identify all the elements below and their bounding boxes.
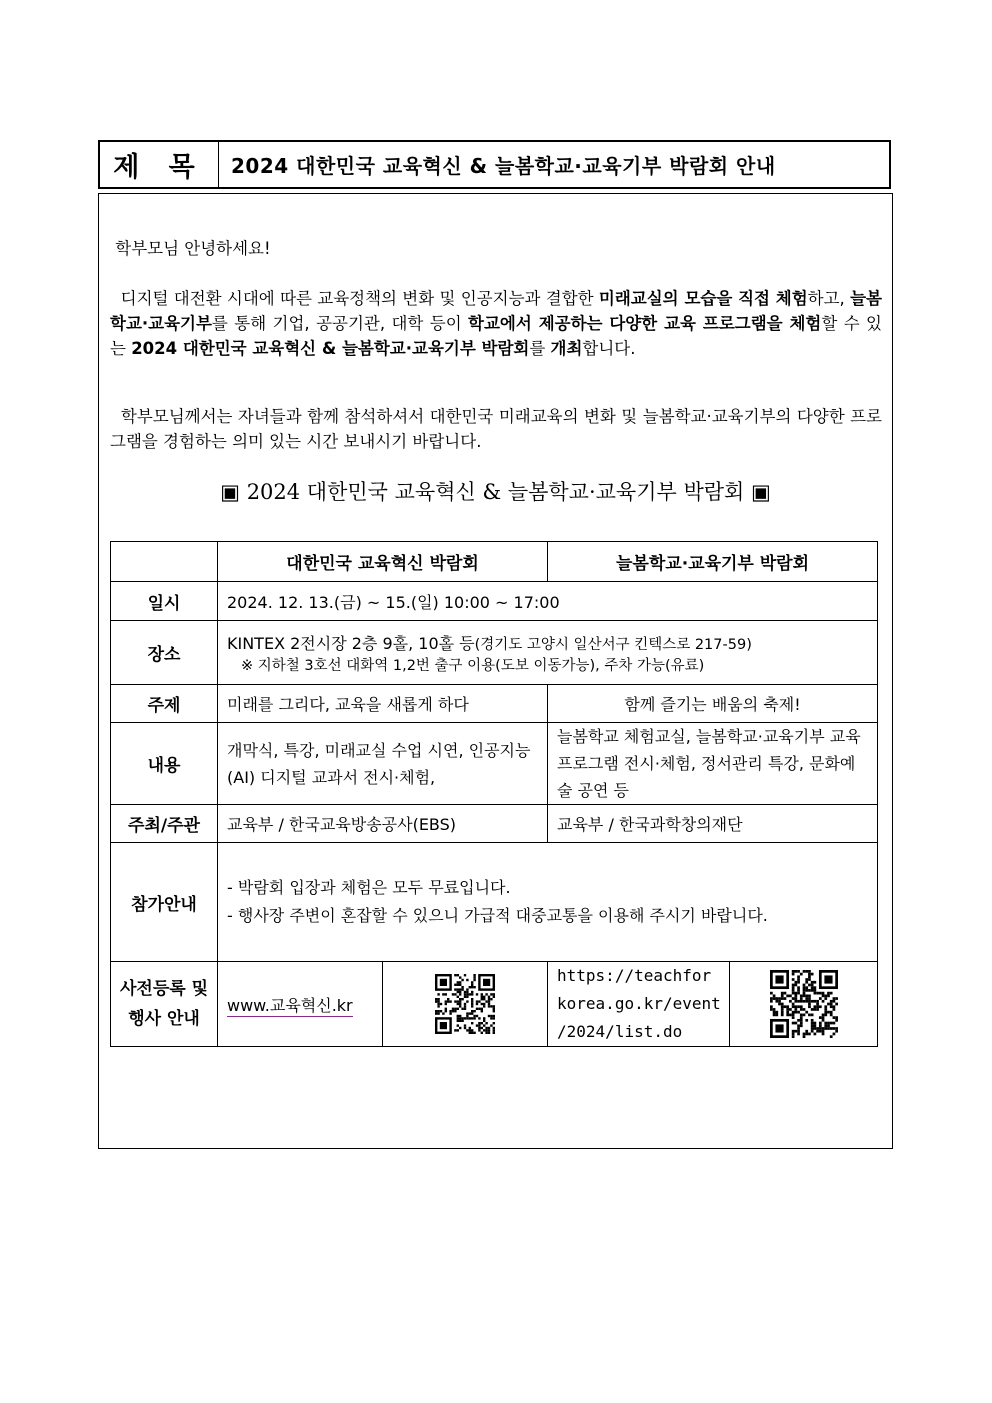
date-label: 일시 (111, 582, 218, 621)
registration-url-cell (218, 962, 383, 1047)
host-label: 주최/주관 (111, 805, 218, 843)
theme-label: 주제 (111, 685, 218, 723)
table-row (111, 621, 878, 685)
table-row (111, 843, 878, 962)
qr-code-icon (435, 974, 495, 1034)
innovation-site-link[interactable]: www.교육혁신.kr (227, 995, 353, 1015)
qr-code-innovation (383, 962, 548, 1047)
col-header-neulbom: 늘봄학교·교육기부 박람회 (548, 542, 878, 582)
header-empty-cell (111, 542, 218, 582)
join-info: - 박람회 입장과 체험은 모두 무료입니다. - 행사장 주변이 혼잡할 수 있으니 가급적 대중교통을 이용해 주시기 바랍니다. (218, 843, 878, 962)
content-neulbom: 늘봄학교 체험교실, 늘봄학교·교육기부 교육 프로그램 전시·체험, 정서관리 특강, 문화예술 공연 등 (548, 723, 878, 805)
neulbom-site-link[interactable]: https://teachfor korea.go.kr/event /2024/list.do (548, 962, 730, 1047)
table-row (111, 582, 878, 621)
document-title: 2024 대한민국 교육혁신 & 늘봄학교·교육기부 박람회 안내 (231, 154, 776, 178)
table-row (111, 723, 878, 805)
content-innovation: 개막식, 특강, 미래교실 수업 시연, 인공지능(AI) 디지털 교과서 전시·체험, (218, 723, 548, 805)
event-info-table (110, 541, 878, 1047)
intro-paragraph: 디지털 대전환 시대에 따른 교육정책의 변화 및 인공지능과 결합한 미래교실의 모습을 직접 체험하고, 늘봄학교·교육기부를 통해 기업, 공공기관, 대학 등이 학교에서 제공하는 다양한 교육 프로그램을 체험할 수 있는 2024 대한민국 교육혁신 & 늘봄학교·교육기부 박람회를 개최합니다. (110, 289, 882, 358)
content-label: 내용 (111, 723, 218, 805)
qr-code-icon (770, 970, 838, 1038)
table-header-row (111, 542, 878, 582)
document-body (98, 193, 893, 1149)
join-label: 참가안내 (111, 843, 218, 962)
col-header-innovation: 대한민국 교육혁신 박람회 (218, 542, 548, 582)
greeting: 학부모님 안녕하세요! (115, 239, 271, 258)
place-value: KINTEX 2전시장 2층 9홀, 10홀 등(경기도 고양시 일산서구 킨텍스로 217-59) ※ 지하철 3호선 대화역 1,2번 출구 이용(도보 이동가능), 주차 가능(유료) (218, 621, 878, 685)
table-row (111, 962, 878, 1047)
qr-code-neulbom (730, 962, 878, 1047)
title-label: 제 목 (100, 142, 219, 187)
host-neulbom: 교육부 / 한국과학창의재단 (548, 805, 878, 843)
date-value: 2024. 12. 13.(금) ~ 15.(일) 10:00 ~ 17:00 (218, 582, 878, 621)
theme-neulbom: 함께 즐기는 배움의 축제! (548, 685, 878, 723)
host-innovation: 교육부 / 한국교육방송공사(EBS) (218, 805, 548, 843)
invitation-paragraph: 학부모님께서는 자녀들과 함께 참석하셔서 대한민국 미래교육의 변화 및 늘봄학교·교육기부의 다양한 프로그램을 경험하는 의미 있는 시간 보내시기 바랍니다. (110, 407, 882, 451)
table-row (111, 685, 878, 723)
registration-label: 사전등록 및 행사 안내 (111, 962, 218, 1047)
table-row (111, 805, 878, 843)
title-box (98, 140, 891, 189)
theme-innovation: 미래를 그리다, 교육을 새롭게 하다 (218, 685, 548, 723)
place-label: 장소 (111, 621, 218, 685)
section-heading: ▣ 2024 대한민국 교육혁신 & 늘봄학교·교육기부 박람회 ▣ (220, 480, 771, 504)
